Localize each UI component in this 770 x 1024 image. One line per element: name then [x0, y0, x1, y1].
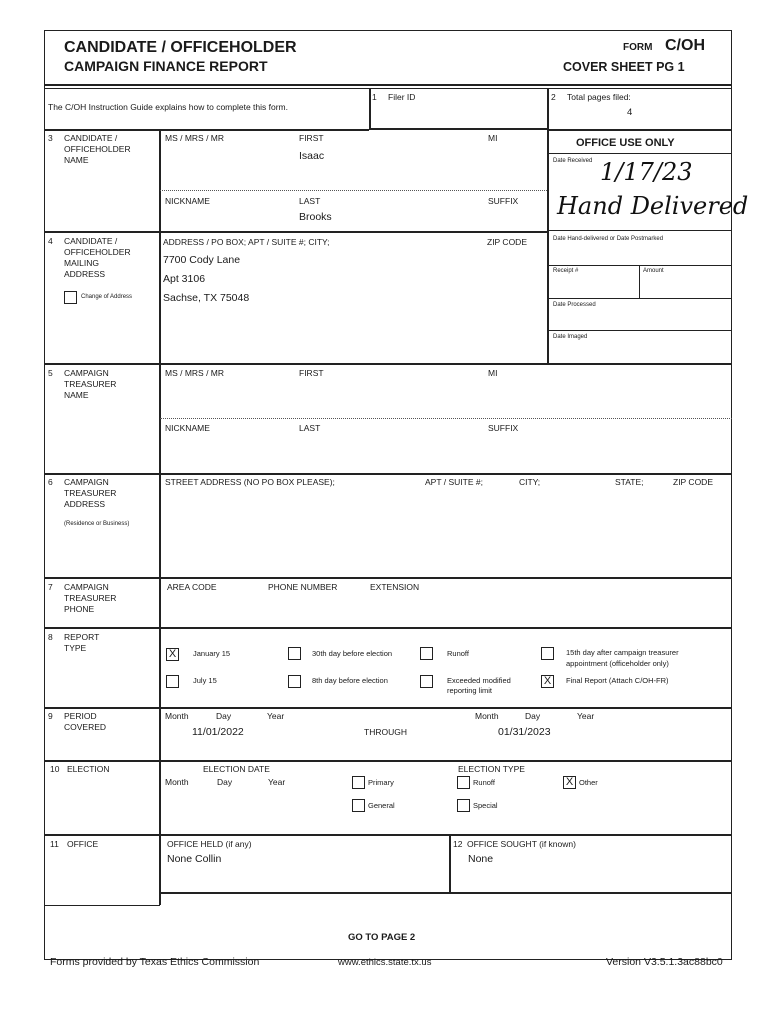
s7-num: 7	[48, 582, 53, 592]
s5-first-label: FIRST	[299, 368, 324, 378]
period-from-date[interactable]: 11/01/2022	[192, 726, 244, 738]
s5-mi-label: MI	[488, 368, 498, 378]
candidate-last-name[interactable]: Brooks	[299, 211, 332, 223]
s4-num: 4	[48, 236, 53, 246]
election-special-checkbox[interactable]	[457, 799, 470, 812]
s5-last-label: LAST	[299, 423, 321, 433]
form-title: CANDIDATE / OFFICEHOLDER	[64, 39, 297, 56]
s9-num: 9	[48, 711, 53, 721]
s9-label-2: COVERED	[64, 722, 107, 732]
candidate-first-name[interactable]: Isaac	[299, 150, 325, 162]
report-exceeded-label-2: reporting limit	[447, 686, 493, 695]
office-sought-label: OFFICE SOUGHT (if known)	[467, 839, 576, 849]
office-held-value[interactable]: None Collin	[167, 853, 222, 865]
report-runoff-checkbox[interactable]	[420, 647, 433, 660]
report-15day-checkbox[interactable]	[541, 647, 554, 660]
s3-first-label: FIRST	[299, 133, 324, 143]
election-general-label: General	[368, 801, 395, 810]
s3-num: 3	[48, 133, 53, 143]
s3-label-2: OFFICEHOLDER	[64, 144, 131, 154]
report-jul15-checkbox[interactable]	[166, 675, 179, 688]
date-received-value: 1/17/23	[600, 158, 693, 186]
s5-title-label: MS / MRS / MR	[165, 368, 225, 378]
election-other-checkbox[interactable]: X	[563, 776, 576, 789]
s11-label: OFFICE	[67, 839, 99, 849]
form-subtitle: CAMPAIGN FINANCE REPORT	[64, 58, 268, 74]
report-15day-label-2: appointment (officeholder only)	[566, 659, 669, 668]
address-line-2[interactable]: Apt 3106	[163, 273, 206, 285]
s7-phone-label: PHONE NUMBER	[268, 582, 338, 592]
s10-day-label: Day	[217, 777, 233, 787]
s6-state-label: STATE;	[615, 477, 644, 487]
s6-label-2: TREASURER	[64, 488, 117, 498]
s5-label-1: CAMPAIGN	[64, 368, 109, 378]
s9-day-label: Day	[216, 711, 232, 721]
s5-nickname-label: NICKNAME	[165, 423, 210, 433]
s8-label-2: TYPE	[64, 643, 87, 653]
form-code: C/OH	[665, 37, 705, 54]
s9-day-label-2: Day	[525, 711, 541, 721]
s9-month-label-2: Month	[475, 711, 499, 721]
s10-label: ELECTION	[67, 764, 110, 774]
s6-street-label: STREET ADDRESS (NO PO BOX PLEASE);	[165, 477, 335, 487]
s3-mi-label: MI	[488, 133, 498, 143]
s6-label-3: ADDRESS	[64, 499, 106, 509]
s4-zip-label: ZIP CODE	[487, 237, 527, 247]
report-final-checkbox[interactable]: X	[541, 675, 554, 688]
report-runoff-label: Runoff	[447, 649, 469, 658]
s9-through-label: THROUGH	[364, 727, 407, 737]
s4-address-label: ADDRESS / PO BOX; APT / SUITE #; CITY;	[163, 237, 330, 247]
total-pages-label: Total pages filed:	[567, 92, 631, 102]
report-30day-checkbox[interactable]	[288, 647, 301, 660]
s5-label-2: TREASURER	[64, 379, 117, 389]
footer-provider: Forms provided by Texas Ethics Commission	[50, 956, 260, 968]
s3-label-1: CANDIDATE /	[64, 133, 118, 143]
form-word: FORM	[623, 42, 653, 53]
s11-num: 11	[50, 839, 59, 849]
election-primary-label: Primary	[368, 778, 394, 787]
period-to-date[interactable]: 01/31/2023	[498, 726, 551, 738]
report-15day-label: 15th day after campaign treasurer	[566, 648, 679, 657]
instruction-text: The C/OH Instruction Guide explains how to complete this form.	[48, 102, 288, 112]
s6-zip-label: ZIP CODE	[673, 477, 713, 487]
report-8day-label: 8th day before election	[312, 676, 388, 685]
report-exceeded-checkbox[interactable]	[420, 675, 433, 688]
report-final-label: Final Report (Attach C/OH-FR)	[566, 676, 669, 685]
total-pages-value[interactable]: 4	[627, 107, 633, 118]
s4-label-2: OFFICEHOLDER	[64, 247, 131, 257]
s4-label-4: ADDRESS	[64, 269, 106, 279]
amount-label: Amount	[643, 268, 664, 274]
office-use-title: OFFICE USE ONLY	[576, 137, 675, 149]
s8-num: 8	[48, 632, 53, 642]
report-jan15-checkbox[interactable]: X	[166, 648, 179, 661]
s6-sub-label: (Residence or Business)	[64, 521, 130, 527]
s9-month-label: Month	[165, 711, 189, 721]
report-30day-label: 30th day before election	[312, 649, 393, 658]
s7-label-2: TREASURER	[64, 593, 117, 603]
hand-delivered-label: Date Hand-delivered or Date Postmarked	[553, 236, 664, 242]
election-special-label: Special	[473, 801, 498, 810]
filer-id-num: 1	[372, 92, 377, 102]
date-received-label: Date Received	[553, 158, 593, 164]
s10-num: 10	[50, 764, 60, 774]
s5-label-3: NAME	[64, 390, 89, 400]
s9-label-1: PERIOD	[64, 711, 97, 721]
election-runoff-checkbox[interactable]	[457, 776, 470, 789]
s3-title-label: MS / MRS / MR	[165, 133, 225, 143]
s10-date-label: ELECTION DATE	[203, 764, 270, 774]
go-to-page-2: GO TO PAGE 2	[348, 932, 416, 943]
report-jul15-label: July 15	[193, 676, 217, 685]
footer-version: Version V3.5.1.3ac88bc0	[606, 956, 723, 968]
s7-area-label: AREA CODE	[167, 582, 217, 592]
address-line-3[interactable]: Sachse, TX 75048	[163, 292, 250, 304]
election-other-label: Other	[579, 778, 598, 787]
s7-label-3: PHONE	[64, 604, 95, 614]
s6-apt-label: APT / SUITE #;	[425, 477, 483, 487]
s4-label-1: CANDIDATE /	[64, 236, 118, 246]
cover-sheet-label: COVER SHEET PG 1	[563, 60, 685, 74]
s3-suffix-label: SUFFIX	[488, 196, 519, 206]
s7-ext-label: EXTENSION	[370, 582, 420, 592]
s3-last-label: LAST	[299, 196, 321, 206]
total-pages-num: 2	[551, 92, 556, 102]
election-primary-checkbox[interactable]	[352, 776, 365, 789]
s6-num: 6	[48, 477, 53, 487]
address-line-1[interactable]: 7700 Cody Lane	[163, 254, 241, 266]
change-of-address-label: Change of Address	[81, 294, 133, 300]
filer-id-label: Filer ID	[388, 92, 416, 102]
s4-label-3: MAILING	[64, 258, 99, 268]
office-held-label: OFFICE HELD (if any)	[167, 839, 252, 849]
date-processed-label: Date Processed	[553, 302, 596, 308]
s3-nickname-label: NICKNAME	[165, 196, 210, 206]
s9-year-label-2: Year	[577, 711, 595, 721]
s3-label-3: NAME	[64, 155, 89, 165]
hand-delivered-note: Hand Delivered	[557, 192, 749, 220]
change-of-address-checkbox[interactable]	[64, 291, 77, 304]
s10-year-label: Year	[268, 777, 286, 787]
report-8day-checkbox[interactable]	[288, 675, 301, 688]
receipt-label: Receipt #	[553, 268, 579, 274]
s5-suffix-label: SUFFIX	[488, 423, 519, 433]
election-general-checkbox[interactable]	[352, 799, 365, 812]
s9-year-label: Year	[267, 711, 285, 721]
report-exceeded-label: Exceeded modified	[447, 676, 511, 685]
s5-num: 5	[48, 368, 53, 378]
office-sought-value[interactable]: None	[468, 853, 494, 865]
s7-label-1: CAMPAIGN	[64, 582, 109, 592]
election-runoff-label: Runoff	[473, 778, 495, 787]
date-imaged-label: Date Imaged	[553, 334, 588, 340]
footer-url: www.ethics.state.tx.us	[338, 957, 432, 968]
report-jan15-label: January 15	[193, 649, 231, 658]
s6-city-label: CITY;	[519, 477, 541, 487]
s12-num: 12	[453, 839, 463, 849]
s10-month-label: Month	[165, 777, 189, 787]
s6-label-1: CAMPAIGN	[64, 477, 109, 487]
s10-type-label: ELECTION TYPE	[458, 764, 525, 774]
s8-label-1: REPORT	[64, 632, 100, 642]
